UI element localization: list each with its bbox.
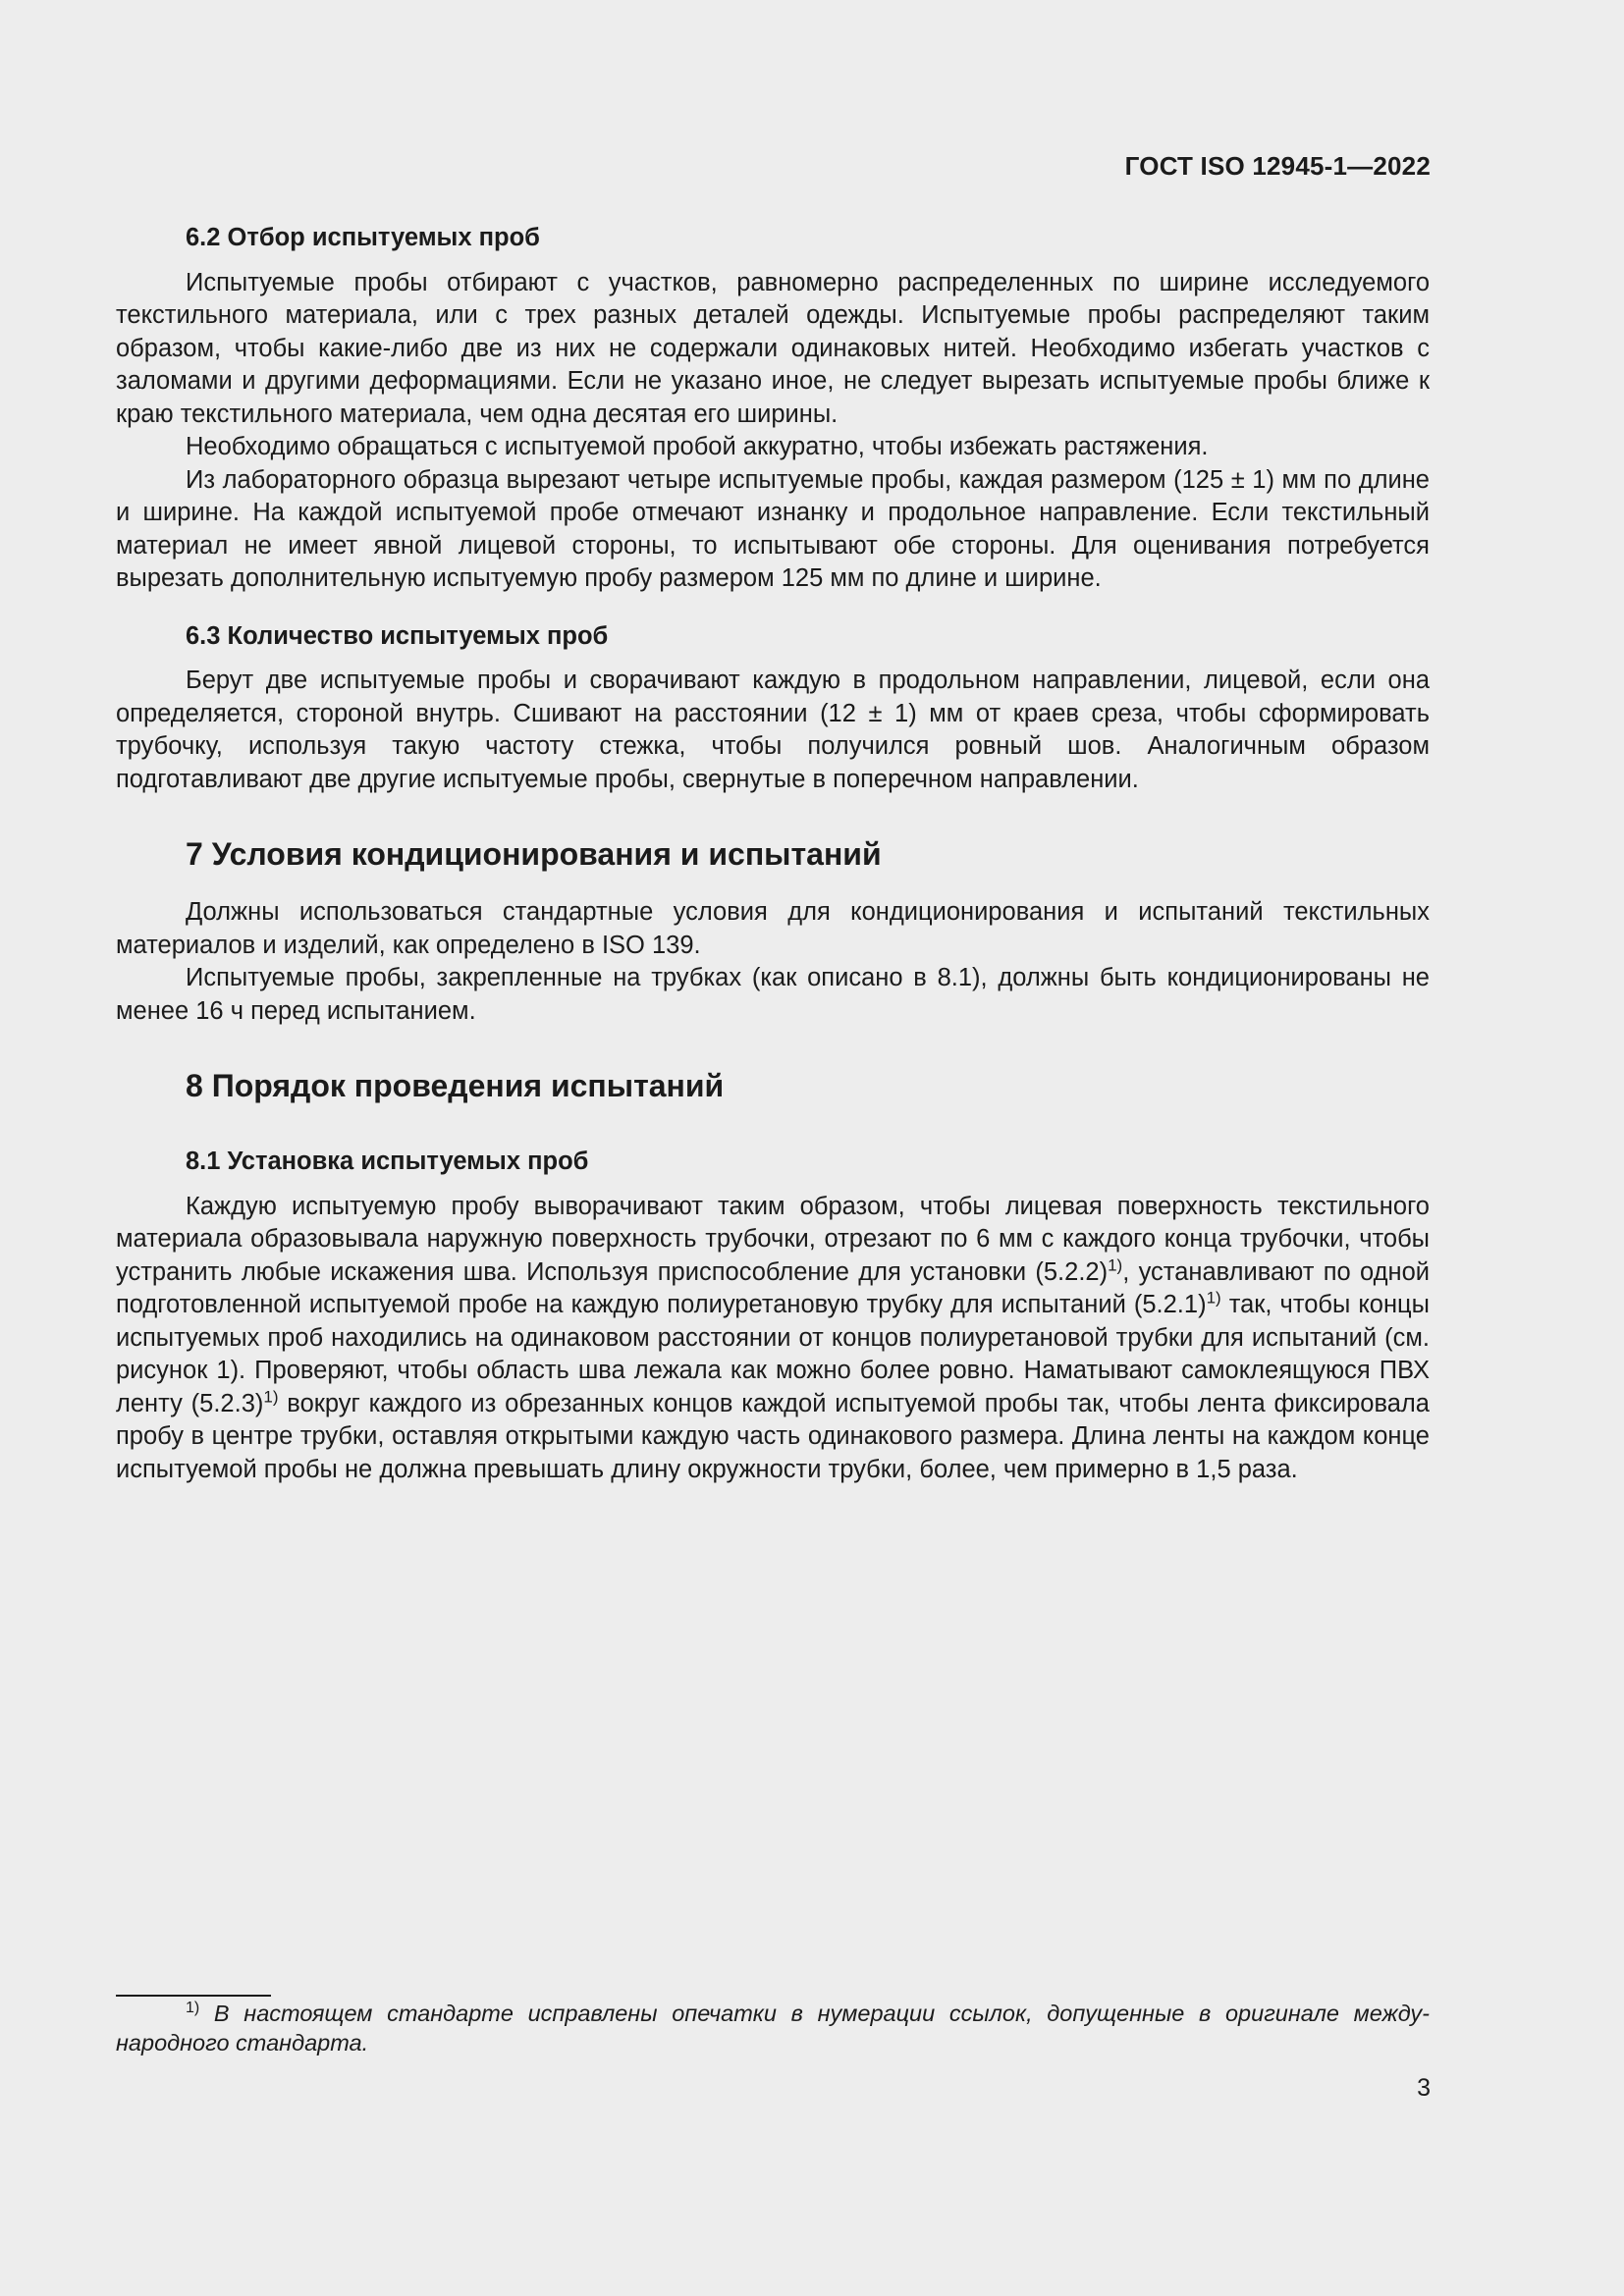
page-content [116, 222, 1430, 1486]
subsection-heading-6-2: 6.2 Отбор испытуемых проб [186, 224, 540, 251]
subsection-heading-6-3: 6.3 Количество испытуемых проб [186, 621, 609, 650]
paragraph-6-3-quantity: Берут две испытуемые пробы и сворачивают каждую в продольном направлении, лицевой, если она определяется, стороной внутрь. Сшивают на расстоянии (12 ± 1) мм от краев среза, чтобы сформировать трубочку, используя такую частоту стежка, чтобы получился ровный шов. Аналогичным образом подготавливают две другие испытуемые пробы, свернутые в поперечном направлении. [116, 667, 1430, 793]
footnote-marker: 1) [186, 2000, 200, 2017]
document-standard-code: ГОСТ ISO 12945-1—2022 [1124, 151, 1431, 181]
paragraph-6-2-sampling: Испытуемые пробы отбирают с участков, равномерно распределенных по ширине исследуемого текстильного материала, или с трех разных деталей одежды. Испытуемые пробы распределяют таким образом, чтобы какие-либо две из них не содержали одинаковых нитей. Необходимо избегать участков с заломами и другими деформациями. Если не указано иное, не следует вырезать испытуемые пробы ближе к краю текстильного материала, чем одна десятая его ширины. [116, 268, 1430, 428]
footnote-text: В настоящем стандарте исправлены опечатки в нумерации ссылок, допущенные в оригинале международного стандарта. [116, 2001, 1430, 2056]
footnote-divider [116, 1995, 271, 1997]
page-number: 3 [1417, 2074, 1431, 2102]
section-heading-8: 8 Порядок проведения испытаний [186, 1068, 725, 1103]
section-heading-7: 7 Условия кондиционирования и испытаний [186, 836, 882, 872]
footnote-reference[interactable]: 1) [1206, 1288, 1221, 1308]
paragraph-7-conditioning-time: Испытуемые пробы, закрепленные на трубках (как описано в 8.1), должны быть кондиционированы не менее 16 ч перед испытанием. [116, 964, 1430, 1025]
footnote-reference[interactable]: 1) [263, 1387, 279, 1406]
paragraph-8-1-text-1: Каждую испытуемую пробу выворачивают таким образом, чтобы лицевая поверхность текстильного материала образовывала наружную поверхность трубочки, отрезают по 6 мм с каждого конца трубочки, чтобы устранить любые искажения шва. Используя приспособление для установки (5.2.2) [116, 1192, 1430, 1286]
footnote-reference[interactable]: 1) [1108, 1255, 1123, 1274]
paragraph-8-1-mounting [116, 1191, 1430, 1487]
paragraph-8-1-text-4: вокруг каждого из обрезанных концов каждой испытуемой пробы так, чтобы лента фиксировала пробу в центре трубки, оставляя открытыми каждую часть одинакового размера. Длина ленты на каждом конце испытуемой пробы не должна превышать длину окружности трубки, более, чем примерно в 1,5 раза. [116, 1389, 1430, 1483]
paragraph-6-2-handling: Необходимо обращаться с испытуемой пробой аккуратно, чтобы избежать растяжения. [186, 433, 1209, 460]
paragraph-8-1-text-3: так, чтобы концы испытуемых проб находились на одинаковом расстоянии от концов полиуретановой трубки для испытаний (см. рисунок 1). Проверяют, чтобы область шва лежала как можно более ровно. Наматывают самоклеящуюся ПВХ ленту (5.2.3) [116, 1291, 1430, 1417]
paragraph-7-conditions: Должны использоваться стандартные условия для кондиционирования и испытаний текстильных материалов и изделий, как определено в ISO 139. [116, 898, 1430, 959]
subsection-heading-8-1: 8.1 Установка испытуемых проб [186, 1148, 589, 1175]
paragraph-6-2-cutting: Из лабораторного образца вырезают четыре испытуемые пробы, каждая размером (125 ± 1) мм по длине и ширине. На каждой испытуемой пробе отмечают изнанку и продольное направление. Если текстильный материал не имеет явной лицевой стороны, то испытывают обе стороны. Для оценивания потребуется вырезать дополнительную испытуемую пробу размером 125 мм по длине и ширине. [116, 465, 1430, 592]
paragraph-8-1-text-2: , устанавливают по одной подготовленной испытуемой пробе на каждую полиуретановую трубку для испытаний (5.2.1) [116, 1257, 1430, 1318]
footnote [116, 1999, 1430, 2057]
